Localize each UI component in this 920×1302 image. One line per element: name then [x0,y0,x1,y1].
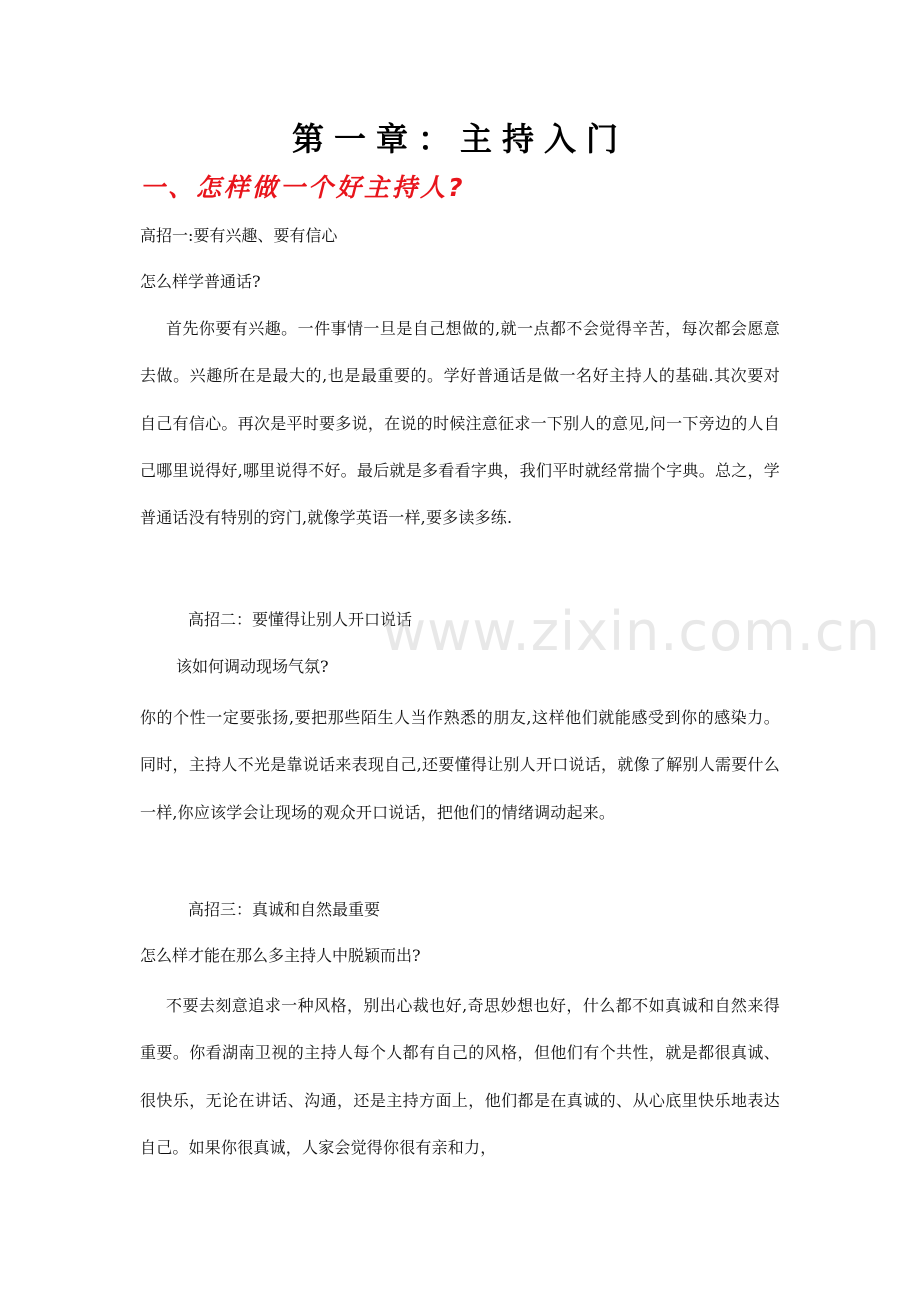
tip-3-title: 高招三：真诚和自然最重要 [188,900,381,919]
tip-1-title: 高招一:要有兴趣、要有信心 [140,226,338,245]
tip-3-body: 不要去刻意追求一种风格，别出心裁也好,奇思妙想也好，什么都不如真诚和自然来得重要。你看湖南卫视的主持人每个人都有自己的风格，但他们有个共性，就是都很真诚、很快乐，无论在讲话、沟通，还是主持方面上，他们都是在真诚的、从心底里快乐地表达自己。如果你很真诚，人家会觉得你很有亲和力， [140,996,780,1157]
section-heading: 一、怎样做一个好主持人? [140,173,466,202]
tip-2-question: 该如何调动现场气氛? [176,657,329,676]
chapter-title: 第一章：主持入门 [291,120,628,158]
watermark: www.zixin.com.cn [382,600,881,663]
tip-1-question: 怎么样学普通话? [140,272,261,291]
tip-3-question: 怎么样才能在那么多主持人中脱颖而出? [140,946,421,965]
tip-2-body: 你的个性一定要张扬,要把那些陌生人当作熟悉的朋友,这样他们就能感受到你的感染力。同时，主持人不光是靠说话来表现自己,还要懂得让别人开口说话，就像了解别人需要什么一样,你应该学会让现场的观众开口说话，把他们的情绪调动起来。 [140,708,780,822]
tip-1-body: 首先你要有兴趣。一件事情一旦是自己想做的,就一点都不会觉得辛苦，每次都会愿意去做。兴趣所在是最大的,也是最重要的。学好普通话是做一名好主持人的基础.其次要对自己有信心。再次是平时要多说，在说的时候注意征求一下别人的意见,问一下旁边的人自己哪里说得好,哪里说得不好。最后就是多看看字典，我们平时就经常揣个字典。总之，学普通话没有特别的窍门,就像学英语一样,要多读多练. [140,319,780,528]
tip-2-title: 高招二：要懂得让别人开口说话 [188,610,413,629]
